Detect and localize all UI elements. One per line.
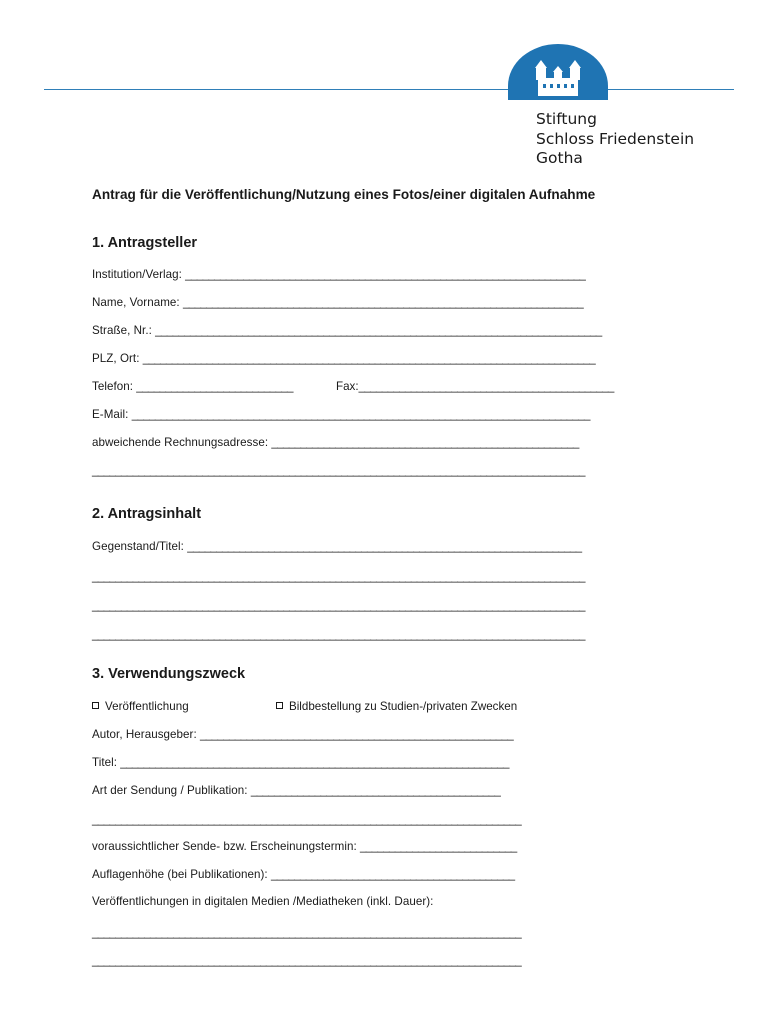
publication-type-line-2[interactable]: __________________________________________________________________________ [92,813,522,826]
edition-size-field[interactable]: Auflagenhöhe (bei Publikationen): __________________________________________ [92,868,515,881]
name-field[interactable]: Name, Vorname: _____________________________________________________________________ [92,296,584,309]
publication-checkbox[interactable] [92,702,99,709]
email-field[interactable]: E-Mail: _______________________________________________________________________________ [92,408,590,421]
billing-address-line-2[interactable]: _____________________________________________________________________________________ [92,464,585,477]
section-1-heading: 1. Antragsteller [92,235,198,251]
header-rule [44,89,734,90]
fax-label: Fax: [336,380,359,393]
option-image-order-label: Bildbestellung zu Studien-/privaten Zwecken [289,700,518,713]
subject-line-3[interactable]: _____________________________________________________________________________________ [92,599,585,612]
edition-size-label: Auflagenhöhe (bei Publikationen): [92,868,268,881]
subject-line-2[interactable]: _____________________________________________________________________________________ [92,570,585,583]
digital-media-line-1[interactable]: __________________________________________________________________________ [92,926,522,939]
street-field[interactable]: Straße, Nr.: _____________________________________________________________________________ [92,324,602,337]
billing-address-field[interactable]: abweichende Rechnungsadresse: _____________________________________________________ [92,436,579,449]
billing-address-label: abweichende Rechnungsadresse: [92,436,269,449]
institution-label: Institution/Verlag: [92,268,182,281]
author-field[interactable]: Autor, Herausgeber: ______________________________________________________ [92,728,514,741]
name-label: Name, Vorname: [92,296,180,309]
section-3-heading: 3. Verwendungszweck [92,666,246,682]
subject-label: Gegenstand/Titel: [92,540,184,553]
author-label: Autor, Herausgeber: [92,728,197,741]
work-title-field[interactable]: Titel: ___________________________________________________________________ [92,756,509,769]
option-publication[interactable] [92,700,189,713]
work-title-label: Titel: [92,756,117,769]
logo-line-1: Stiftung [536,110,597,128]
image-order-checkbox[interactable] [276,702,283,709]
publication-type-label: Art der Sendung / Publikation: [92,784,248,797]
release-date-field[interactable]: voraussichtlicher Sende- bzw. Erscheinungstermin: ___________________________ [92,840,517,853]
logo-wordmark [536,110,694,169]
section-2-heading: 2. Antragsinhalt [92,506,202,522]
option-publication-label: Veröffentlichung [105,700,189,713]
option-image-order[interactable] [276,700,517,713]
email-label: E-Mail: [92,408,129,421]
plz-label: PLZ, Ort: [92,352,140,365]
page-title: Antrag für die Veröffentlichung/Nutzung eines Fotos/einer digitalen Aufnahme [92,187,596,202]
digital-media-label: Veröffentlichungen in digitalen Medien /Mediatheken (inkl. Dauer): [92,895,434,908]
fax-field[interactable]: Fax:____________________________________________ [336,380,614,393]
institution-field[interactable]: Institution/Verlag: _____________________________________________________________________ [92,268,586,281]
street-label: Straße, Nr.: [92,324,152,337]
castle-logo-icon [508,40,608,100]
plz-field[interactable]: PLZ, Ort: ______________________________________________________________________________ [92,352,596,365]
subject-field[interactable]: Gegenstand/Titel: ____________________________________________________________________ [92,540,582,553]
publication-type-field[interactable]: Art der Sendung / Publikation: ___________________________________________ [92,784,501,797]
phone-label: Telefon: [92,380,134,393]
logo-line-2: Schloss Friedenstein [536,129,695,148]
release-date-label: voraussichtlicher Sende- bzw. Erscheinungstermin: [92,840,357,853]
logo-line-3: Gotha [536,149,583,167]
phone-field[interactable]: Telefon: ___________________________ [92,380,293,393]
digital-media-line-2[interactable]: __________________________________________________________________________ [92,954,522,967]
subject-line-4[interactable]: _____________________________________________________________________________________ [92,628,585,641]
